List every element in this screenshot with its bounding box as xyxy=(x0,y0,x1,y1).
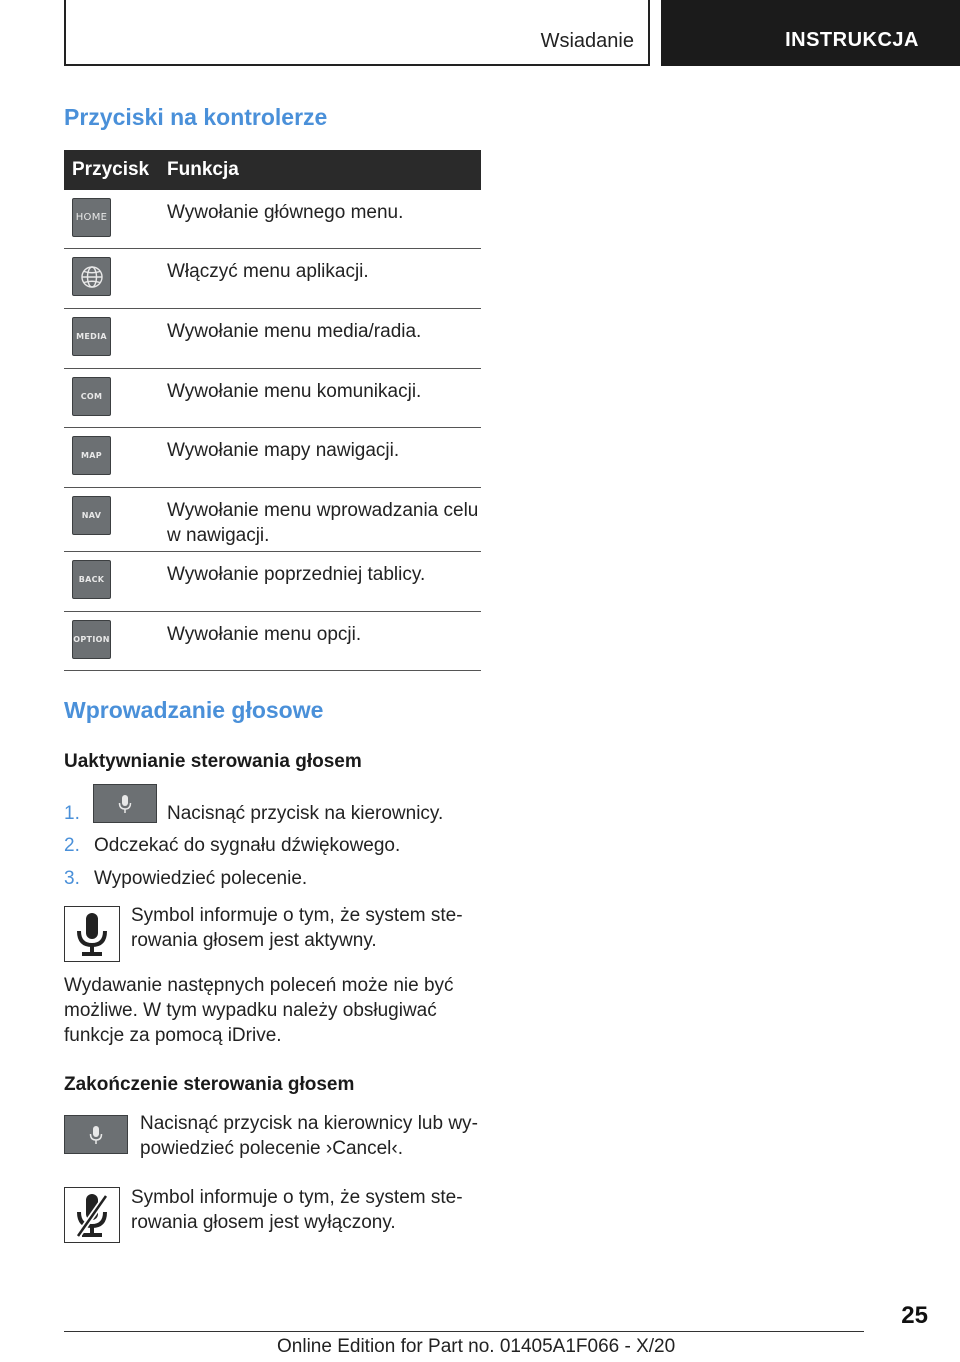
table-row xyxy=(64,552,481,612)
chapter-title: INSTRUKCJA xyxy=(785,29,919,51)
row-function-text: Wywołanie menu opcji. xyxy=(167,624,362,645)
back-button-icon: BACK xyxy=(72,560,111,599)
page-number: 25 xyxy=(901,1302,928,1329)
row-function-text: Wywołanie menu komunikacji. xyxy=(167,381,422,402)
step-number: 3. xyxy=(64,868,80,889)
voice-active-description: Symbol informuje o tym, że system sterowania głosem jest aktywny. xyxy=(131,905,463,951)
table-row xyxy=(64,369,481,428)
steering-mic-button-icon xyxy=(93,784,157,823)
steering-mic-button-icon xyxy=(64,1115,128,1154)
row-function-text: Wywołanie mapy nawigacji. xyxy=(167,440,400,461)
apps-globe-icon xyxy=(72,257,111,296)
table-row xyxy=(64,612,481,671)
header-section-box xyxy=(64,0,650,66)
table-header xyxy=(64,150,481,190)
row-function-text: Wywołanie głównego menu. xyxy=(167,202,404,223)
com-button-icon: COM xyxy=(72,377,111,416)
table-row xyxy=(64,190,481,249)
end-voice-subheading: Zakończenie sterowania głosem xyxy=(64,1074,355,1095)
voice-off-description: Symbol informuje o tym, że system sterowania głosem jest wyłączony. xyxy=(131,1187,463,1233)
footer-divider xyxy=(64,1331,864,1332)
voice-off-symbol-icon xyxy=(64,1187,120,1243)
end-voice-description: Nacisnąć przycisk na kierownicy lub wypowiedzieć polecenie ›Cancel‹. xyxy=(140,1113,478,1159)
row-function-text: Wywołanie menu media/radia. xyxy=(167,321,422,342)
step-text: Nacisnąć przycisk na kierownicy. xyxy=(167,803,444,824)
table-row xyxy=(64,249,481,309)
option-button-icon: OPTION xyxy=(72,620,111,659)
media-button-icon: MEDIA xyxy=(72,317,111,356)
activate-voice-subheading: Uaktywnianie sterowania głosem xyxy=(64,751,362,772)
voice-input-heading: Wprowadzanie głosowe xyxy=(64,697,324,723)
col-function-header: Funkcja xyxy=(167,159,239,180)
section-title: Wsiadanie xyxy=(540,30,634,52)
footer-edition: Online Edition for Part no. 01405A1F066 - X/20 xyxy=(277,1336,676,1357)
step-text: Wypowiedzieć polecenie. xyxy=(94,868,308,889)
step-number: 2. xyxy=(64,835,80,856)
step-text: Odczekać do sygnału dźwiękowego. xyxy=(94,835,401,856)
col-button-header: Przycisk xyxy=(72,159,150,180)
row-function-text: Włączyć menu aplikacji. xyxy=(167,261,369,282)
row-function-text: Wywołanie poprzedniej tablicy. xyxy=(167,564,426,585)
table-row xyxy=(64,488,481,552)
nav-button-icon: NAV xyxy=(72,496,111,535)
controller-buttons-heading: Przyciski na kontrolerze xyxy=(64,104,328,130)
header-chapter-box xyxy=(661,0,960,66)
voice-note: Wydawanie następnych poleceń może nie być możliwe. W tym wypadku należy obsługiwać funkcje za pomocą iDrive. xyxy=(64,975,454,1046)
map-button-icon: MAP xyxy=(72,436,111,475)
table-row xyxy=(64,428,481,488)
home-button-icon: HOME xyxy=(72,198,111,237)
controller-buttons-table xyxy=(64,150,481,671)
table-row xyxy=(64,309,481,369)
row-function-text: Wywołanie menu wprowadzania celu w nawigacji. xyxy=(167,500,479,546)
voice-active-symbol-icon xyxy=(64,906,120,962)
step-number: 1. xyxy=(64,803,80,824)
